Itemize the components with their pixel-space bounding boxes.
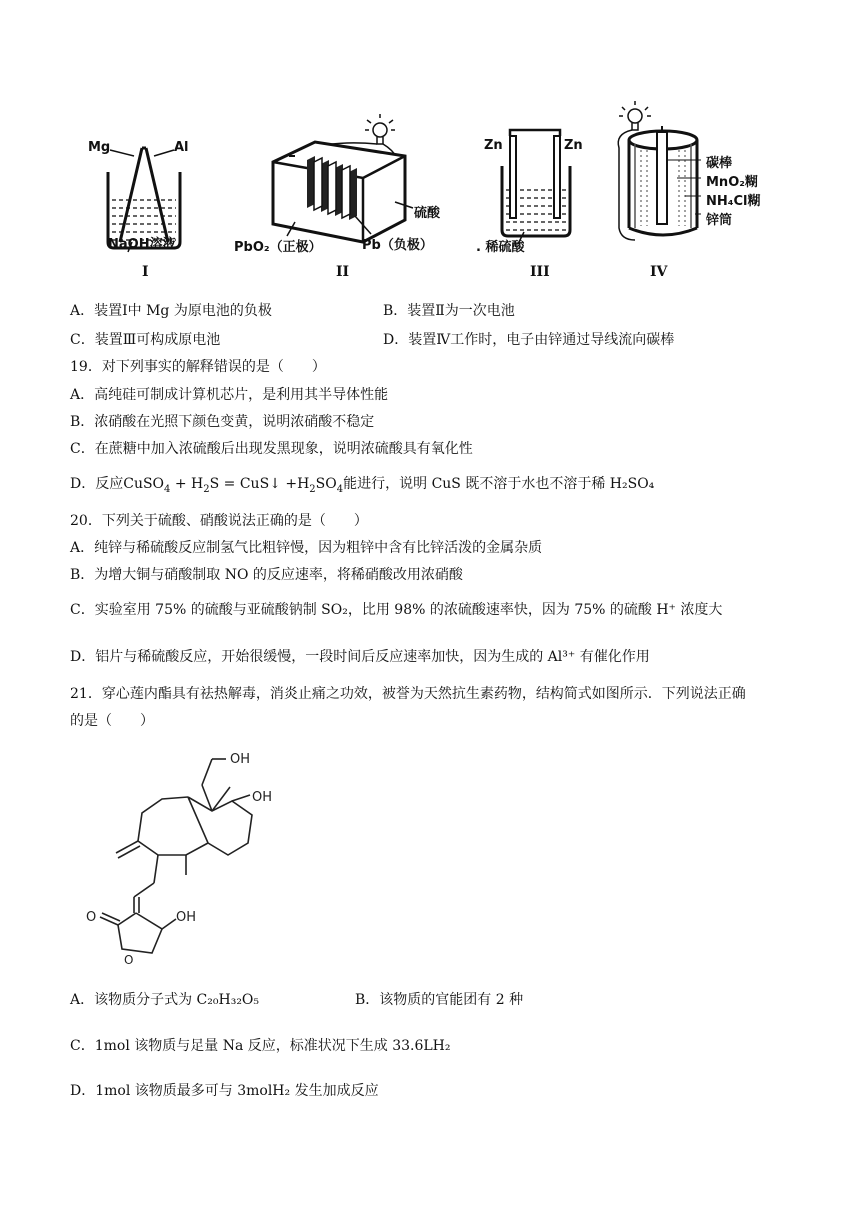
q20-option-c: C．实验室用 75% 的硫酸与亚硫酸钠制 SO₂，比用 98% 的浓硫酸速率快，因为 75% 的硫酸 H⁺ 浓度大 xyxy=(70,602,723,618)
q21-stem-line-2: 的是（ ） xyxy=(70,713,154,729)
structure-oh-2: OH xyxy=(252,790,273,805)
q20-option-a: A．纯锌与稀硫酸反应制氢气比粗锌慢，因为粗锌中含有比锌活泼的金属杂质 xyxy=(70,540,543,556)
q19-option-c: C．在蔗糖中加入浓硫酸后出现发黑现象，说明浓硫酸具有氧化性 xyxy=(70,441,473,457)
q19-option-d-equation: CuSO$_4$ + $H_2S$ = CuS↓ $+H_2SO_4$ xyxy=(123,476,344,495)
q21-option-d: D．1mol 该物质最多可与 3molH₂ 发生加成反应 xyxy=(70,1083,379,1099)
q19-option-d-suffix: 能进行，说明 CuS 既不溶于水也不溶于稀 H₂SO₄ xyxy=(343,476,655,492)
andrographolide-structure xyxy=(80,745,300,970)
structure-oh-1: OH xyxy=(230,752,251,767)
q21-stem-line-1: 21．穿心莲内酯具有祛热解毒，消炎止痛之功效，被誉为天然抗生素药物，结构简式如图所示．下列说法正确 xyxy=(70,686,746,702)
fig4-paste1-label: MnO₂糊 xyxy=(706,175,758,190)
fig1-roman-label: I xyxy=(142,264,149,280)
q20-stem: 20．下列关于硫酸、硝酸说法正确的是（ ） xyxy=(70,513,368,529)
q19-option-d-prefix: D．反应 xyxy=(70,476,124,492)
structure-keto-o: O xyxy=(86,910,97,925)
fig1-solution-label: NaOH溶液 xyxy=(108,237,176,252)
q19-option-a: A．高纯硅可制成计算机芯片，是利用其半导体性能 xyxy=(70,387,389,403)
q19-option-b: B．浓硝酸在光照下颜色变黄，说明浓硝酸不稳定 xyxy=(70,414,375,430)
fig3-right-label: Zn xyxy=(564,138,583,153)
structure-ring-o: O xyxy=(124,953,134,967)
q18-option-d: D．装置Ⅳ工作时，电子由锌通过导线流向碳棒 xyxy=(383,332,675,348)
q19-option-d xyxy=(70,473,654,493)
figure-4-dry-cell xyxy=(605,100,715,250)
fig3-left-label: Zn xyxy=(484,138,503,153)
fig3-solution-label: . 稀硫酸 xyxy=(476,240,525,255)
fig1-left-label: Mg xyxy=(88,140,111,155)
q18-option-c: C．装置Ⅲ可构成原电池 xyxy=(70,332,221,348)
fig2-negative-label: Pb（负极） xyxy=(362,238,433,253)
structure-oh-3: OH xyxy=(176,910,197,925)
q19-stem: 19．对下列事实的解释错误的是（ ） xyxy=(70,359,326,375)
fig2-acid-label: 硫酸 xyxy=(414,206,441,221)
q18-option-b: B．装置Ⅱ为一次电池 xyxy=(383,303,515,319)
fig4-paste2-label: NH₄Cl糊 xyxy=(706,194,761,209)
fig4-roman-label: IV xyxy=(650,264,668,280)
fig2-positive-label: PbO₂（正极） xyxy=(234,240,322,255)
fig2-roman-label: II xyxy=(336,264,350,280)
q21-option-a: A．该物质分子式为 C₂₀H₃₂O₅ xyxy=(70,992,260,1008)
q21-option-c: C．1mol 该物质与足量 Na 反应，标准状况下生成 33.6LH₂ xyxy=(70,1038,451,1054)
q18-option-a: A．装置Ⅰ中 Mg 为原电池的负极 xyxy=(70,303,272,319)
fig4-rod-label: 碳棒 xyxy=(706,156,733,171)
fig4-can-label: 锌筒 xyxy=(706,213,733,228)
q21-option-b: B．该物质的官能团有 2 种 xyxy=(355,992,524,1008)
q20-option-d: D．铝片与稀硫酸反应，开始很缓慢，一段时间后反应速率加快，因为生成的 Al³⁺ 有催化作用 xyxy=(70,649,650,665)
fig3-roman-label: III xyxy=(530,264,550,280)
q20-option-b: B．为增大铜与硝酸制取 NO 的反应速率，将稀硝酸改用浓硝酸 xyxy=(70,567,463,583)
fig1-right-label: Al xyxy=(174,140,189,155)
